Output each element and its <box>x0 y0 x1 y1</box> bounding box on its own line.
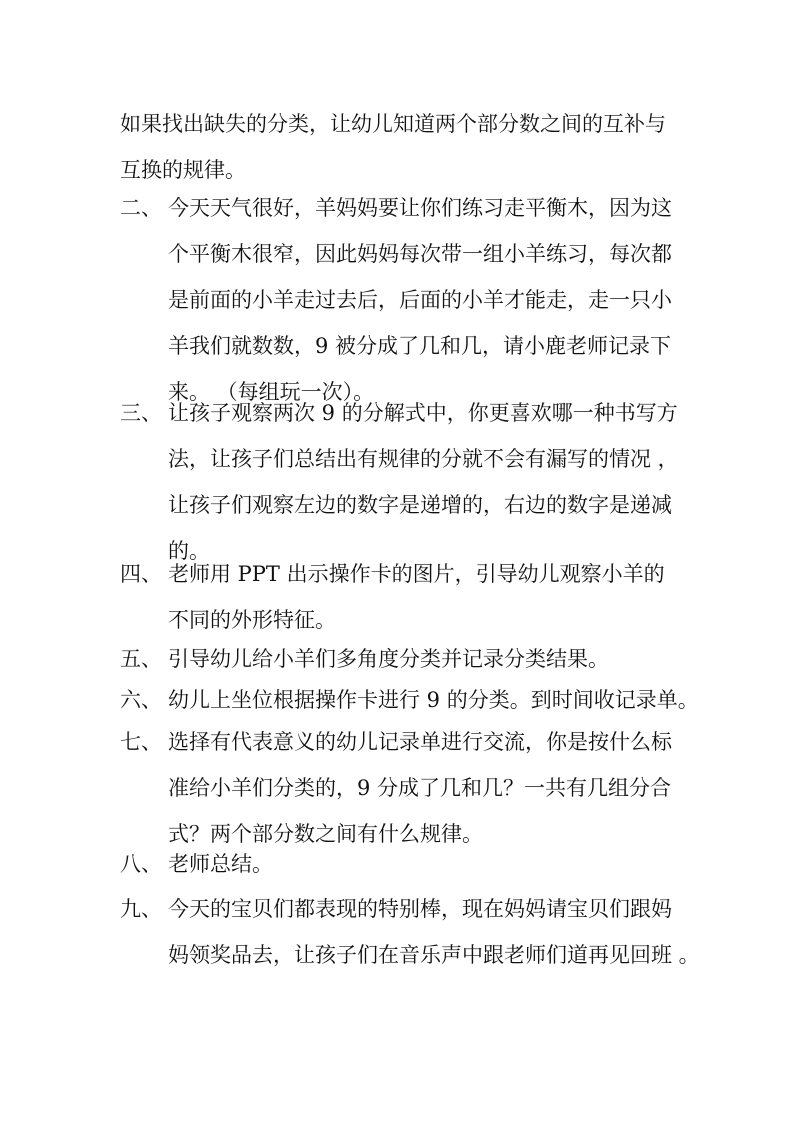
list-item-3 <box>120 390 680 574</box>
item-line: 今天的宝贝们都表现的特别棒，现在妈妈请宝贝们跟妈 <box>168 897 672 921</box>
item-line: 选择有代表意义的幼儿记录单进行交流，你是按什么标 <box>168 730 672 754</box>
item-line: 老师总结。 <box>168 852 273 876</box>
list-item-6 <box>120 677 699 723</box>
item-line: 幼儿上坐位根据操作卡进行 9 的分类。到时间收记录单。 <box>168 688 699 712</box>
list-item-9 <box>120 886 700 978</box>
item-line: 是前面的小羊走过去后，后面的小羊才能走，走一只小 <box>168 288 672 312</box>
item-number: 二、 <box>120 196 162 220</box>
item-line: 引导幼儿给小羊们多角度分类并记录分类结果。 <box>168 647 609 671</box>
item-number: 七、 <box>120 730 162 754</box>
item-line: 来。 （每组玩一次）。 <box>168 380 375 404</box>
item-line: 让孩子观察两次 9 的分解式中，你更喜欢哪一种书写方 <box>168 401 678 425</box>
intro-line: 如果找出缺失的分类，让幼儿知道两个部分数之间的互补与 <box>120 112 666 136</box>
list-item-5 <box>120 636 680 682</box>
item-number: 六、 <box>120 688 162 712</box>
item-line: 准给小羊们分类的，9 分成了几和几？一共有几组分合 <box>168 776 672 800</box>
item-line: 不同的外形特征。 <box>168 608 336 632</box>
item-number: 五、 <box>120 647 162 671</box>
item-number: 四、 <box>120 562 162 586</box>
item-line: 妈领奖品去，让孩子们在音乐声中跟老师们道再见回班 。 <box>168 943 700 967</box>
item-line: 羊我们就数数，9 被分成了几和几，请小鹿老师记录下 <box>168 334 672 358</box>
list-item-2 <box>120 185 680 415</box>
item-number: 九、 <box>120 897 162 921</box>
item-line: 式？两个部分数之间有什么规律。 <box>168 822 483 846</box>
item-number: 八、 <box>120 852 162 876</box>
list-item-7 <box>120 719 680 857</box>
item-number: 三、 <box>120 401 162 425</box>
item-line: 让孩子们观察左边的数字是递增的，右边的数字是递减 <box>168 493 672 517</box>
item-line: 法，让孩子们总结出有规律的分就不会有漏写的情况 ， <box>168 447 679 471</box>
intro-line: 互换的规律。 <box>120 158 246 182</box>
item-line: 的。 <box>168 539 210 563</box>
item-line: 个平衡木很窄，因此妈妈每次带一组小羊练习，每次都 <box>168 242 672 266</box>
intro-paragraph <box>120 101 680 193</box>
item-line: 今天天气很好，羊妈妈要让你们练习走平衡木，因为这 <box>168 196 672 220</box>
list-item-8 <box>120 841 680 887</box>
list-item-4 <box>120 551 680 643</box>
item-line: 老师用 PPT 出示操作卡的图片，引导幼儿观察小羊的 <box>168 562 665 586</box>
